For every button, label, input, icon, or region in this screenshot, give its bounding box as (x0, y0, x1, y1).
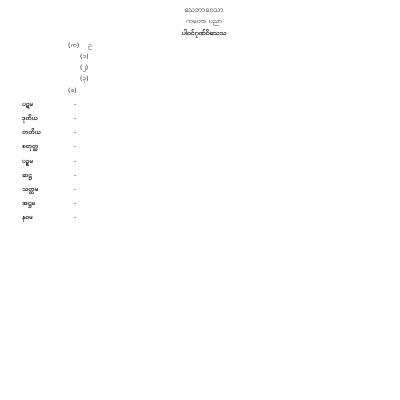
entry-label: အဋ္ဌမ (22, 199, 35, 208)
entry-label: ဒုတိယ (22, 113, 38, 122)
entry-label: တတိယ (22, 128, 41, 137)
entry-dash: - (73, 113, 77, 122)
intro-marker: (၃) (80, 74, 89, 83)
intro-marker: (၂) (80, 63, 89, 72)
subtitle-left: ကတော (185, 16, 207, 25)
entry-label: ဆဋ္ဌ (22, 170, 32, 179)
entry-dash: - (73, 128, 77, 137)
document-subtitle (22, 17, 386, 26)
entry-dash: - (73, 156, 77, 165)
entry-row (22, 114, 386, 122)
entry-label: သတ္တမ (22, 184, 39, 193)
entry-row (22, 171, 386, 179)
entry-row (22, 199, 386, 207)
entry-dash: - (73, 184, 77, 193)
intro-item-3 (22, 74, 386, 82)
entry-label: နဝမ (22, 213, 33, 222)
entry-row (22, 142, 386, 150)
entry-label: ပဉ္စမ (22, 156, 33, 165)
entry-row (22, 100, 386, 108)
entry-row (22, 213, 386, 221)
document-title: သေဘာဝေသာ (184, 5, 224, 14)
entry-dash: - (73, 213, 77, 222)
intro-marker: (၁) (80, 52, 89, 60)
entry-dash: - (73, 170, 77, 179)
subtitle-right: ပညာ (208, 16, 223, 25)
section-title: ပါဝင်ဂုဏ်ဝိသေသ (181, 28, 227, 37)
intro-text: ဥ (88, 40, 92, 49)
intro-marker: (ခ) (68, 85, 77, 94)
entry-label: ပဋမ (22, 99, 33, 108)
entry-dash: - (73, 199, 77, 208)
entry-label: စတုတ္ထ (22, 142, 39, 151)
entry-dash: - (73, 142, 77, 151)
intro-item-1 (22, 52, 386, 60)
intro-item-2 (22, 63, 386, 71)
intro-item-b (22, 86, 386, 94)
entry-row (22, 128, 386, 136)
entry-row (22, 157, 386, 165)
entry-row (22, 185, 386, 193)
entry-dash: - (73, 99, 77, 108)
intro-item-a (22, 41, 386, 49)
intro-marker: (က) (68, 40, 80, 49)
